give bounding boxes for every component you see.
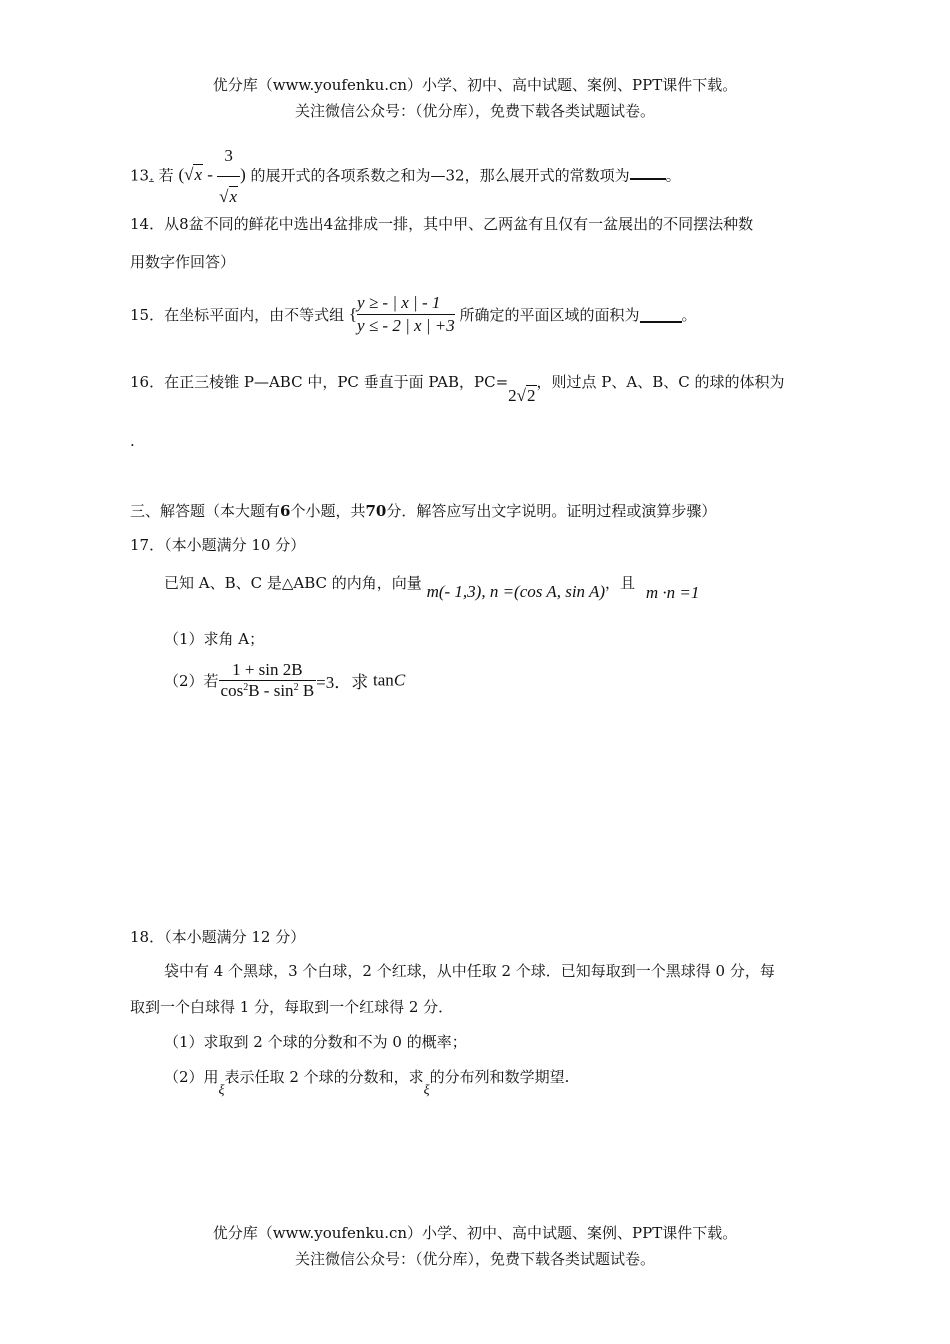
q13-ruo: 若 (158, 166, 174, 185)
q17-part-2: （2）若 $\frac{1 + \sin 2B}{\cos^2B - \sin^2 B}$ =3．求 tanC (164, 660, 406, 700)
q15-suffix: 所确定的平面区域的面积为 (459, 306, 640, 324)
q18-part-1: （1）求取到 2 个球的分数和不为 0 的概率； (164, 1033, 467, 1051)
q18-title: 18．（本小题满分 12 分） (130, 928, 306, 946)
xi-symbol: ξ (423, 1083, 430, 1098)
q18-line-1: 袋中有 4 个黑球，3 个白球，2 个红球，从中任取 2 个球．已知每取到一个黑球得 0 分，每 (164, 962, 775, 980)
question-13: 13. 若 (√x - $\frac{3}{√x}$ ) 的展开式的各项系数之和为—32，那么展开式的常数项为 。 (130, 136, 681, 217)
q17-vectors: m(- 1,3), n =(cos A, sin A) (426, 582, 606, 601)
question-16 (130, 371, 785, 405)
q13-answer-blank (630, 164, 666, 180)
footer-line-1: 优分库（www.youfenku.cn）小学、初中、高中试题、案例、PPT课件下载。 (212, 1224, 738, 1242)
q15-inequality-system: $\frac{y \ge - | x | - 1}{y \le - 2 | x | +3}$ (357, 293, 455, 335)
q17-fraction: $\frac{1 + \sin 2B}{\cos^2B - \sin^2 B}$ (220, 660, 315, 700)
q16-trailing-dot: . (130, 432, 135, 450)
xi-symbol: ξ (218, 1083, 225, 1098)
q18-line-2: 取到一个白球得 1 分，每取到一个红球得 2 分． (130, 998, 454, 1016)
q13-expression: (√x - $\frac{3}{√x}$ ) (178, 165, 245, 184)
q17-title: 17．（本小题满分 10 分） (130, 536, 306, 554)
question-14-line-1: 14．从8盆不同的鲜花中选出4盆排成一排，其中甲、乙两盆有且仅有一盆展出的不同摆法种数 (130, 215, 754, 233)
header-line-2: 关注微信公众号：（优分库），免费下载各类试题试卷。 (294, 102, 655, 120)
q13-number: 13 (130, 166, 150, 185)
q17-part-1: （1）求角 A； (164, 630, 265, 648)
q16-suffix: ，则过点 P、A、B、C 的球的体积为 (536, 373, 785, 391)
q17-intro: 已知 A、B、C 是△ABC 的内角，向量 m(- 1,3), n =(cos A, sin A)，且 m ·n =1 (164, 574, 700, 602)
q16-radical: 2√2 (508, 386, 536, 405)
q17-dot-product: m ·n =1 (645, 583, 700, 602)
q15-prefix: 15．在坐标平面内，由不等式组 (130, 306, 345, 324)
q18-part-2: （2）用ξ表示任取 2 个球的分数和，求ξ的分布列和数学期望. (164, 1068, 570, 1098)
q13-link-dot[interactable]: . (149, 166, 154, 185)
q15-answer-blank (640, 307, 682, 323)
section-3-heading: 三、解答题（本大题有6个小题，共70分．解答应写出文字说明。证明过程或演算步骤） (130, 502, 717, 520)
footer-line-2: 关注微信公众号：（优分库），免费下载各类试题试卷。 (294, 1250, 655, 1268)
q13-text: 的展开式的各项系数之和为—32，那么展开式的常数项为 (250, 166, 630, 185)
q16-text: 16．在正三棱锥 P—ABC 中，PC 垂直于面 PAB，PC= (130, 373, 509, 391)
question-14-line-2: 用数字作回答） (130, 253, 236, 271)
header-line-1: 优分库（www.youfenku.cn）小学、初中、高中试题、案例、PPT课件下载。 (212, 76, 738, 94)
question-15: 15．在坐标平面内，由不等式组 { $\frac{y \ge - | x | - 1}{y \le - 2 | x | +3}$ 所确定的平面区域的面积为 。 (130, 293, 697, 335)
